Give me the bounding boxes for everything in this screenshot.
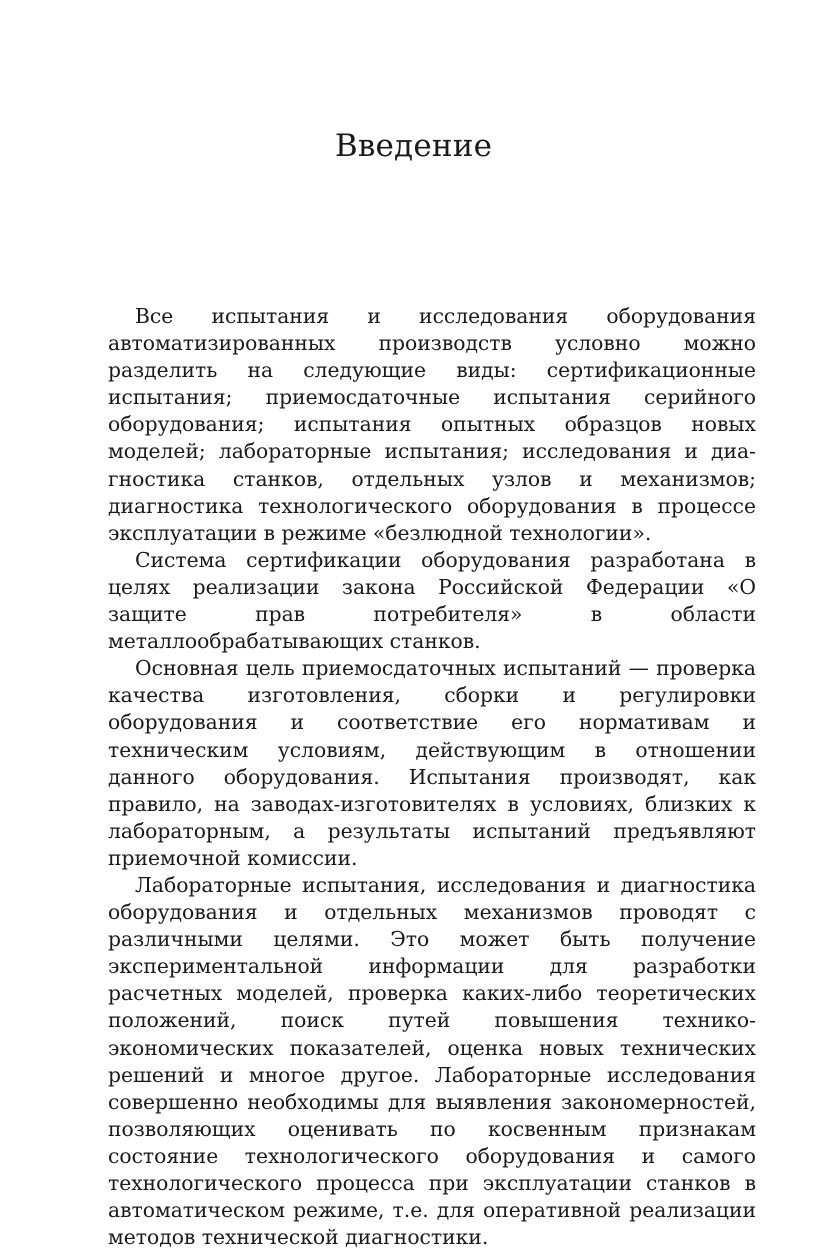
paragraph: Основная цель приемосдаточных испытаний — проверка качества изготовления, сборки и регулировки оборудования и соответствие его нормативам и техническим условиям, действующим в отношении данного оборудования. Испытания производят, как правило, на заводах-изготовителях в условиях, близких к лабораторным, а результаты испытаний предъявляют приемочной комиссии. — [108, 656, 756, 870]
paragraph: Лабораторные испытания, исследования и диагностика оборудования и отдельных механизмов проводят с различными целями. Это может быть получение экспериментальной информации для разработки расчетных моделей, проверка каких-либо теоретических положений, поиск путей повышения технико-экономических показателей, оценка новых технических решений и многое другое. Лабораторные исследования совершенно необходимы для выявления закономерностей, позволяющих оценивать по косвенным признакам состояние технологического оборудования и самого технологического процесса при эксплуатации станков в автоматическом режиме, т.е. для оперативной реализации методов технической диагностики. — [108, 872, 756, 1250]
paragraph: Система сертификации оборудования разработана в целях реализации закона Российской Федерации «О защите прав потребителя» в области металлообрабатывающих станков. — [108, 547, 756, 654]
page-title: Введение — [334, 128, 493, 164]
paragraph: Все испытания и исследования оборудования автоматизированных производств условно можно разделить на следующие виды: сертификационные испытания; приемосдаточные испытания серийного оборудования; испытания опытных образцов новых моделей; лабораторные испытания; исследования и диагностика станков, отдельных узлов и механизмов; диагностика технологического оборудования в процессе эксплуатации в режиме «безлюдной технологии». — [108, 304, 756, 545]
body-text — [108, 303, 756, 1251]
